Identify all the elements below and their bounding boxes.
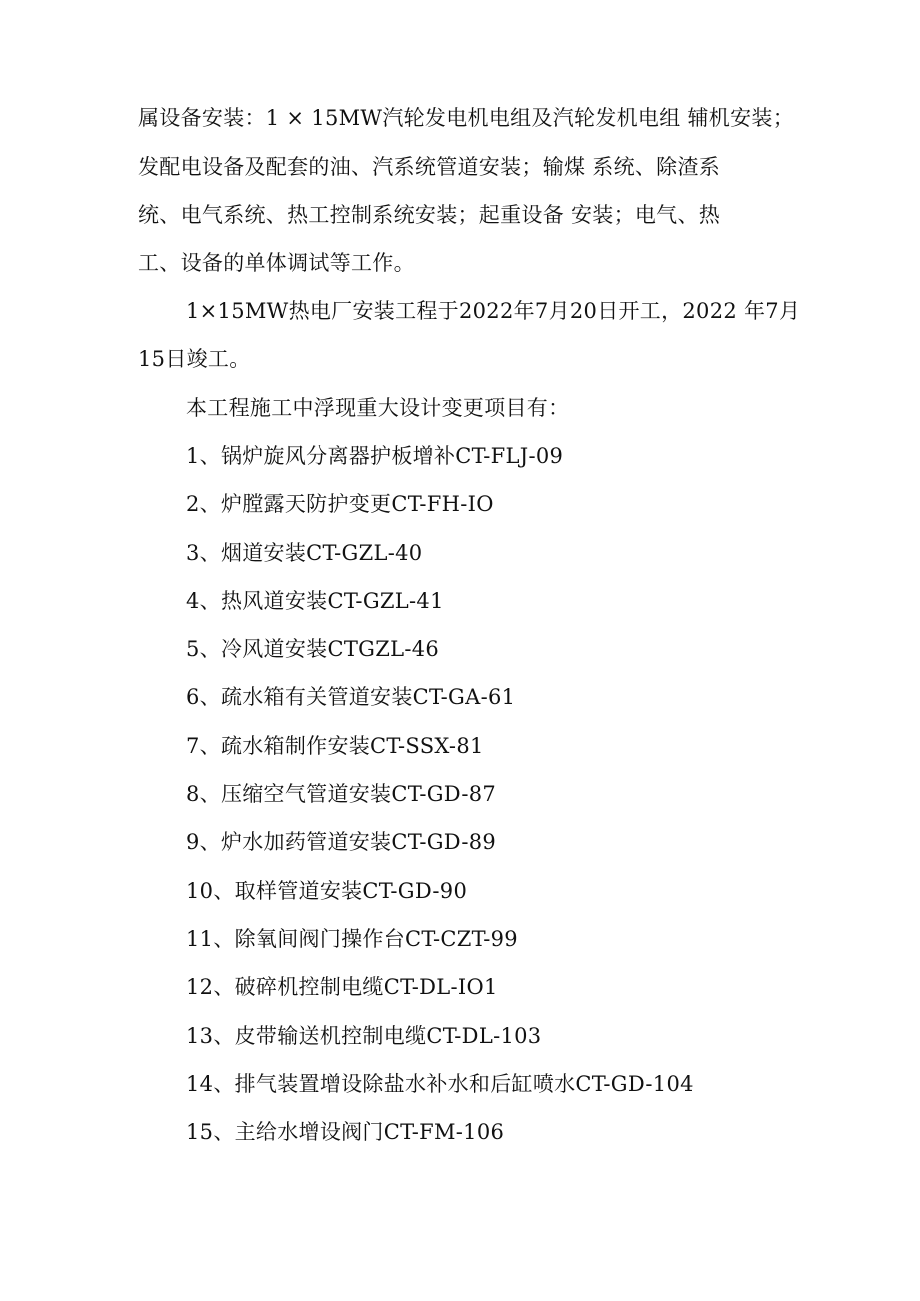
list-item: 5、冷风道安装CTGZL-46 — [186, 637, 440, 661]
paragraph-2-line-2: 15日竣工。 — [138, 347, 251, 371]
list-item: 1、锅炉旋风分离器护板增补CT-FLJ-09 — [186, 444, 564, 468]
list-item: 11、除氧间阀门操作台CT-CZT-99 — [186, 927, 518, 951]
list-item: 12、破碎机控制电缆CT-DL-IO1 — [186, 975, 498, 999]
paragraph-1-line-4: 工、设备的单体调试等工作。 — [138, 251, 415, 275]
paragraph-1-line-2: 发配电设备及配套的油、汽系统管道安装；输煤 系统、除渣系 — [138, 155, 721, 179]
paragraph-1-line-3: 统、电气系统、热工控制系统安装；起重设备 安装；电气、热 — [138, 203, 721, 227]
list-item: 3、烟道安装CT-GZL-40 — [186, 541, 423, 565]
paragraph-1-line-1: 属设备安装：1 × 15MW汽轮发电机电组及汽轮发机电组 辅机安装； — [138, 106, 794, 130]
list-item: 13、皮带输送机控制电缆CT-DL-103 — [186, 1024, 542, 1048]
list-item: 4、热风道安装CT-GZL-41 — [186, 589, 444, 613]
list-item: 7、疏水箱制作安装CT-SSX-81 — [186, 734, 484, 758]
list-intro: 本工程施工中浮现重大设计变更项目有： — [186, 396, 570, 420]
list-item: 8、压缩空气管道安装CT-GD-87 — [186, 782, 497, 806]
list-item: 10、取样管道安装CT-GD-90 — [186, 879, 468, 903]
list-item: 14、排气装置增设除盐水补水和后缸喷水CT-GD-104 — [186, 1072, 694, 1096]
list-item: 15、主给水增设阀门CT-FM-106 — [186, 1120, 505, 1144]
paragraph-2-line-1: 1×15MW热电厂安装工程于2022年7月20日开工，2022 年7月 — [186, 299, 801, 323]
list-item: 9、炉水加药管道安装CT-GD-89 — [186, 830, 497, 854]
list-item: 6、疏水箱有关管道安装CT-GA-61 — [186, 685, 516, 709]
list-item: 2、炉膛露天防护变更CT-FH-IO — [186, 492, 494, 516]
